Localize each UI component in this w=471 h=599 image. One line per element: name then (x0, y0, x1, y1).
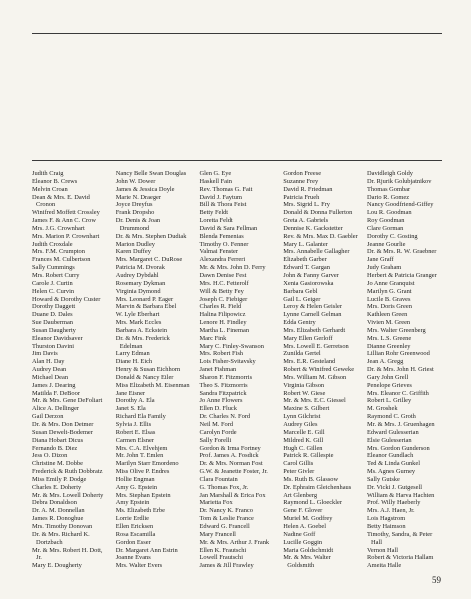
donor-name: Dorothy C. Gosting (367, 232, 418, 240)
donor-name: Dr. A. M. Donnellan (32, 507, 85, 515)
donor-name: Mrs. Stephan Epstein (115, 491, 171, 499)
donor-name: Ms. Elizabeth Erbe (115, 507, 165, 515)
donor-name: Dr. & Mrs. Richard K. (32, 530, 90, 538)
donor-name: Mrs. Walter Evers (115, 562, 163, 570)
donor-name: Ellen Ericksen (115, 522, 154, 530)
donor-name: Mr. & Mrs. Arthur J. Frank (199, 538, 270, 546)
donor-name: Dr. & Mrs. Stephen Dudiak (115, 232, 187, 240)
donor-name: Jim Davis (32, 350, 58, 358)
name-column-2 (116, 170, 196, 570)
donor-name: Prof. James A. Fosdick (199, 452, 259, 460)
donor-name: Larry Edman (115, 350, 150, 358)
donor-name: Virginia Dymond (115, 287, 161, 295)
donor-name: Robert & Winifred Geweke (283, 366, 355, 374)
donor-name: Jo Anne Granquist (367, 279, 415, 287)
donor-name: Clare Gorman (367, 224, 404, 232)
donor-name: Elsie Gulesserian (367, 436, 412, 444)
donor-name: Mrs. Margaret C. DuRose (115, 256, 183, 264)
donor-name: Robert W. Giese (283, 389, 326, 397)
donor-name: Penelope Grieves (367, 381, 412, 389)
donor-name: Mrs. Elizabeth Gerhardt (283, 326, 346, 334)
donor-name: Marc Fink (199, 334, 227, 342)
donor-name: Miss Elizabeth M. Eisenman (115, 381, 190, 389)
top-rule (32, 33, 442, 34)
donor-name: Dr. & Mrs. Frederick (115, 334, 170, 342)
donor-name: Audrey Dean (32, 366, 67, 374)
donor-name: Lillian Rohr Greenwood (367, 350, 430, 358)
donor-name: Valmai Fenster (199, 248, 239, 256)
donor-name: Mrs. Leonard P. Eager (115, 295, 174, 303)
donor-name: Sandra Fitzpatrick (199, 389, 247, 397)
donor-name: Sylvia J. Ellis (115, 421, 152, 428)
donor-name: Mr. & Mrs. John D. Ferry (199, 264, 266, 272)
donor-name: Henry & Susan Eichhorn (115, 366, 181, 374)
donor-name: Helen A. Goebel (283, 522, 327, 530)
donor-name: Marietta Fox (199, 499, 233, 507)
donor-name: Robert L. Grilley (367, 397, 412, 405)
donor-name: Vivien M. Green (367, 319, 411, 327)
donor-name: Jan Marshall & Erica Fox (199, 491, 266, 499)
donor-name: Carol Gillis (283, 460, 314, 468)
donor-name: Elizabeth Garber (283, 256, 327, 264)
donor-name: Karen Duffey (115, 248, 151, 256)
donor-name: Mrs. C.A. Elvehjem (115, 444, 168, 452)
donor-name: James F. & Ann C. Crow (32, 217, 96, 225)
donor-name: Michael Dean (32, 373, 69, 381)
donor-name: Janet Fishman (199, 366, 237, 374)
donor-name: Marie N. Draeger (115, 193, 161, 201)
donor-name: Dr. Charles N. Ford (199, 413, 251, 421)
donor-name: Mr. & Mrs. J. Gruenhagen (367, 421, 435, 428)
donor-name: Roy Goodman (367, 217, 405, 225)
donor-name: Mrs. Walter Greenberg (367, 326, 426, 334)
donor-name: Sharon F. Fitzmorris (199, 373, 253, 381)
donor-name: Mr. & Mrs. Robert H. Dott, (32, 546, 103, 554)
donor-name: David R. Friedman (283, 185, 333, 193)
donor-name: Will & Betty Fey (199, 287, 244, 295)
donor-name: Mrs. H.C. Fetterolf (199, 279, 249, 287)
donor-name: Haskell Fain (199, 177, 232, 185)
donor-name: Mrs. Annabelle Gallagher (283, 248, 350, 256)
donor-name: Thurston Davini (32, 342, 75, 350)
donor-name: Art Glenberg (283, 491, 318, 499)
donor-name: Mr. & Mrs. E.C. Giessel (283, 397, 346, 405)
donor-name: Alexandra Ferreri (199, 256, 246, 264)
donor-name: Xenia Gasiorowska (283, 279, 334, 287)
donor-name: William & Harva Hachten (367, 491, 435, 499)
donor-name: Virginia Gibson (283, 381, 325, 389)
donor-name: Diana Hobart Dicus (32, 436, 84, 444)
donor-name: Ameita Halle (367, 562, 402, 570)
donor-name: Joyce Dreyfus (115, 201, 153, 209)
donor-name: Gordon Freese (283, 170, 322, 177)
donor-name: Miss Olive P. Endres (115, 468, 170, 476)
donor-name: Timothy O. Fenner (199, 240, 249, 248)
donor-name: Leroy & Helen Geisler (283, 303, 342, 311)
donor-name: Sally Gutske (367, 475, 400, 483)
donor-name: Dr. & Mrs. John H. Griest (367, 366, 434, 374)
donor-name: Gail Derzon (32, 413, 64, 421)
donor-name: Eleanor Davidsaver (32, 334, 83, 342)
donor-name: Dario R. Gomez (367, 193, 410, 201)
donor-name: Judith Croxdale (32, 240, 73, 248)
donor-name: Martha L. Fineman (199, 326, 250, 334)
donor-name: Winifred Moffett Crossley (32, 209, 100, 217)
donor-name: Halina Filipowicz (199, 311, 246, 319)
donor-name: Dawn Denise Fest (199, 271, 247, 279)
donor-name: Patricia Frueh (283, 193, 320, 201)
donor-name: Rosemary Dykman (115, 279, 166, 287)
donor-name: Dr. Margaret Ann Estrin (115, 546, 178, 554)
donor-name: Helen C. Curvin (32, 287, 75, 295)
donor-name: Lucille Goggin (283, 538, 323, 546)
donor-name: James & Jessica Doyle (115, 185, 175, 193)
donor-name: Barbara Gebl (283, 287, 318, 295)
donor-name: Dr. Denis & Joan (115, 217, 161, 225)
donor-name: Audrey Giles (283, 421, 318, 428)
donor-name: Mrs. F.M. Crumpton (32, 248, 85, 256)
donor-name: Edward Gulesserian (367, 428, 419, 436)
donor-name: Donald & Nancy Eiler (115, 373, 174, 381)
donor-name: Marcelle E. Gill (283, 428, 325, 436)
donor-name: Timothy, Sandra, & Peter (367, 530, 433, 538)
donor-name: Mrs. Robert Curry (32, 271, 80, 279)
donor-name: Greta A. Gabriels (283, 217, 329, 225)
donor-name: Edda Gentry (283, 319, 316, 327)
donor-name: Sally Cummings (32, 264, 75, 272)
donor-name: Mrs. A.J. Haen, Jr. (367, 507, 415, 515)
donor-name: Susan Daugherty (32, 326, 76, 334)
donor-name: Mr. John T. Emlen (115, 452, 164, 460)
donor-name: Mary C. Finley-Swanson (199, 342, 264, 350)
donor-name: Rev. & Mrs. Max D. Gaebler (283, 232, 358, 240)
donor-name: Lucile B. Graves (367, 295, 411, 303)
donor-name: Judith Craig (32, 170, 64, 177)
donor-name: Gordon & Irma Fortney (199, 444, 261, 452)
donor-name: Dortzbach (36, 538, 63, 546)
donor-name: Dorothy A. Ela (115, 397, 155, 405)
donor-name: Sally Forelli (199, 436, 232, 444)
donor-name: Loretta Feldt (199, 217, 233, 225)
donor-name: Nancy Belle Swan Douglas (115, 170, 187, 177)
donor-name: Jean A. Gregg (367, 358, 404, 366)
donor-name: Vernon Hall (367, 546, 399, 554)
donor-name: Barbara A. Eckstein (115, 326, 168, 334)
donor-name: Judy Graham (367, 264, 402, 272)
donor-name: Suzanne Frey (283, 177, 319, 185)
donor-name: Zunilda Gertel (283, 350, 321, 358)
donor-name: Hall (371, 538, 383, 546)
donor-name: Herbert & Patricia Granger (367, 271, 437, 279)
donor-name: Patricia M. Dvorak (115, 264, 165, 272)
donor-name: Carmen Elsner (115, 436, 154, 444)
donor-name: Lois Fisher-Svitavsky (199, 358, 256, 366)
middle-rule (32, 160, 442, 161)
donor-name: James & Jill Frawley (199, 562, 254, 570)
donor-name: Marilyn Starr Emordeno (115, 460, 179, 468)
donor-name: Mr. & Mrs. Lowell Doherty (32, 491, 104, 499)
donor-name: Miss Emily P. Dodge (32, 475, 87, 483)
donor-name: Dorothy Daggett (32, 303, 76, 311)
donor-name: Jane Eisner (115, 389, 146, 397)
donor-name: Mrs. Gordon Gunderson (367, 444, 430, 452)
donor-name: Dianne Greenley (367, 342, 411, 350)
donor-name: Audrey Dybdahl (115, 271, 159, 279)
donor-name: Dr. & Mrs. R. W. Graebner (367, 248, 437, 256)
donor-name: Lenore H. Findley (199, 319, 247, 327)
donor-name: Dean & Mrs. E. David (32, 193, 90, 201)
donor-name: Susan Dewelt-Bodemer (32, 428, 93, 436)
donor-name: Melvin Croan (32, 185, 68, 193)
donor-name: Janet S. Ela (115, 405, 146, 413)
donor-name: James J. Dearing (32, 381, 76, 389)
donor-name: Lois Hagstrom (367, 515, 406, 523)
donor-name: Alice A. Dellinger (32, 405, 80, 413)
donor-name: Mary L. Galanter (283, 240, 328, 248)
donor-name: Dr. Nancy K. Franco (199, 507, 253, 515)
donor-name: Kathleen Green (367, 311, 408, 319)
donor-name: Frances M. Culbertson (32, 256, 91, 264)
donor-name: Muriel M. Godfrey (283, 515, 333, 523)
donor-name: Ted & Linda Gunkel (367, 460, 420, 468)
donor-name: Joseph C. Fiebiger (199, 295, 248, 303)
donor-name: Lorrie Erdlie (115, 515, 149, 523)
donor-name: Edward T. Gargan (283, 264, 330, 272)
donor-name: Mrs. Doris Green (367, 303, 412, 311)
donor-name: Mary Ellen Gerloff (283, 334, 333, 342)
donor-name: John & Fanny Garver (283, 271, 339, 279)
donor-name: Edward G. Francell (199, 522, 250, 530)
donor-name: Howard & Dorothy Custer (32, 295, 101, 303)
donor-name: Dr. Rjurik Golubjatnikov (367, 177, 432, 185)
donor-name: Mrs. Robert Fish (199, 350, 243, 358)
donor-name: Ms. Agnes Gurney (367, 468, 416, 476)
donor-name: Carole J. Curtin (32, 279, 73, 287)
donor-name: Matilda F. DeBoor (32, 389, 80, 397)
donor-name: Maxine S. Gilbert (283, 405, 330, 413)
donor-name: Mrs. Lowell E. Gerretson (283, 342, 349, 350)
donor-name: Fernando B. Diez (32, 444, 78, 452)
donor-name: Charles E. Doherty (32, 483, 82, 491)
donor-name: Cronon (36, 201, 56, 209)
donor-name: Mrs. Mark Eccles (115, 319, 162, 327)
donor-name: Gail L. Geiger (283, 295, 321, 303)
donor-name: Prof. Willy Haeberly (367, 499, 421, 507)
donor-name: Jo Anne Flowers (199, 397, 243, 405)
donor-name: Nancy Goodfriend-Giffey (367, 201, 434, 209)
donor-name: Eleanor B. Crews (32, 177, 78, 185)
donor-name: Glen G. Eye (199, 170, 232, 177)
donor-name: Patrick R. Gillespie (283, 452, 334, 460)
donor-name: Raymond L. Gloeckler (283, 499, 342, 507)
donor-name: Alan H. Day (32, 358, 65, 366)
donor-name: Jr. (36, 554, 42, 562)
donor-name: Eleanor Gundlach (367, 452, 414, 460)
donor-name: Betty Feldt (199, 209, 229, 217)
name-column-5 (367, 170, 447, 570)
donor-name: Rosa Escamilla (115, 530, 156, 538)
donor-name: Marion Dudley (115, 240, 155, 248)
donor-name: Raymond C. Groth (367, 413, 416, 421)
donor-name: Gordon Esser (115, 538, 151, 546)
donor-name: Debra Donaldson (32, 499, 77, 507)
donor-name: Ms. Ruth B. Glassow (283, 475, 339, 483)
donor-name: Frederick & Ruth Dobbratz (32, 468, 103, 476)
donor-list (32, 170, 447, 570)
donor-name: Mrs. Marion P. Crownhart (32, 232, 100, 240)
donor-name: Edelman (119, 342, 143, 350)
donor-name: Marilyn G. Grant (367, 287, 412, 295)
donor-name: M. Groshek (367, 405, 398, 413)
donor-name: Mrs. E.R. Gesteland (283, 358, 336, 366)
donor-name: James R. Donoghue (32, 515, 84, 523)
donor-name: Charles R. Field (199, 303, 242, 311)
donor-name: Ellen D. Fluck (199, 405, 237, 413)
donor-name: Mrs. Sigrid L. Fry (283, 201, 330, 209)
name-column-3 (200, 170, 280, 570)
donor-name: Joanne Evans (115, 554, 151, 562)
donor-name: Ellen K. Frautschi (199, 546, 247, 554)
donor-name: Dennise K. Gackstetter (283, 224, 343, 232)
donor-name: Maria Goldschmidt (283, 546, 334, 554)
donor-name: Carolyn Forde (199, 428, 237, 436)
donor-name: Mrs. L.S. Greene (367, 334, 412, 342)
donor-name: Dr. & Mrs. Don Detmer (32, 421, 94, 428)
donor-name: Nadine Goff (283, 530, 316, 538)
donor-name: Dr. Ephraim Gleichenhaus (283, 483, 352, 491)
donor-name: Mr. & Mrs. Gene DeFoliart (32, 397, 103, 405)
donor-name: Bill & Thora Feist (199, 201, 247, 209)
donor-name: Mrs. William M. Gibson (283, 373, 347, 381)
donor-name: Thomas Gombar (367, 185, 411, 193)
donor-name: John W. Dower (115, 177, 156, 185)
donor-name: Robert E. Elsas (115, 428, 156, 436)
donor-name: Peter Givler (283, 468, 315, 476)
donor-name: Jeanne Gourlie (367, 240, 406, 248)
donor-name: Gene F. Glover (283, 507, 323, 515)
donor-name: Frank Dropsho (115, 209, 155, 217)
donor-name: Jane Graff (367, 256, 394, 264)
donor-name: Dr. & Mrs. Norman Fost (199, 460, 263, 468)
donor-name: Mr. & Mrs. Walter (283, 554, 331, 562)
donor-name: W. Lyle Eberhart (115, 311, 160, 319)
donor-name: Hugh C. Gillen (283, 444, 323, 452)
donor-name: Sue Dauberman (32, 319, 73, 327)
donor-name: Davidleigh Goldy (367, 170, 413, 177)
donor-name: Drummond (119, 224, 150, 232)
donor-name: Hollie Engman (115, 475, 155, 483)
donor-name: Mary Francell (199, 530, 236, 538)
donor-name: Lynne Carnell Gelman (283, 311, 342, 319)
donor-name: Lowell Frautschi (199, 554, 243, 562)
name-column-4 (283, 170, 363, 570)
donor-name: Jess O. Dizon (32, 452, 68, 460)
donor-name: Blenda Femenias (199, 232, 244, 240)
donor-name: Goldsmith (287, 562, 315, 570)
donor-name: Mrs. J.G. Crownhart (32, 224, 85, 232)
donor-name: Rev. Thomas G. Fait (199, 185, 253, 193)
donor-name: Christine M. Dobbe (32, 460, 83, 468)
donor-name: David J. Faytum (199, 193, 242, 201)
donor-name: Marvin & Barbara Ebel (115, 303, 177, 311)
donor-name: Robert & Victoria Hallam (367, 554, 434, 562)
donor-name: Theo S. Fitzmorris (199, 381, 248, 389)
donor-name: Diane H. Eich (115, 358, 153, 366)
donor-name: Mildred K. Gill (283, 436, 324, 444)
donor-name: Lynn Gilchrist (283, 413, 321, 421)
donor-name: Neil M. Ford (199, 421, 234, 428)
donor-name: David & Sara Fellman (199, 224, 258, 232)
donor-name: Gary John Grell (367, 373, 409, 381)
donor-name: Tom & Leslie France (199, 515, 254, 523)
donor-name: Mrs. Eleanor C. Griffith (367, 389, 429, 397)
name-column-1 (32, 170, 112, 570)
donor-name: Lou R. Goodman (367, 209, 412, 217)
donor-name: Clara Fountain (199, 475, 238, 483)
donor-name: Amy Epstein (115, 499, 150, 507)
donor-name: G.W. & Jeanette Foster, Jr. (199, 468, 268, 476)
donor-name: G. Thomas Fox, Jr. (199, 483, 249, 491)
page-number: 59 (432, 575, 441, 585)
donor-name: Amy G. Epstein (115, 483, 158, 491)
donor-name: Betty Haimson (367, 522, 406, 530)
donor-name: Dr. Vicki J. Gutgesell (367, 483, 423, 491)
donor-name: Duane D. Dales (32, 311, 73, 319)
donor-name: Richard Ela Family (115, 413, 166, 421)
donor-name: Mary E. Dougherty (32, 562, 82, 570)
donor-name: Mrs. Timothy Donovan (32, 522, 93, 530)
donor-name: Donald & Donna Fullerton (283, 209, 353, 217)
